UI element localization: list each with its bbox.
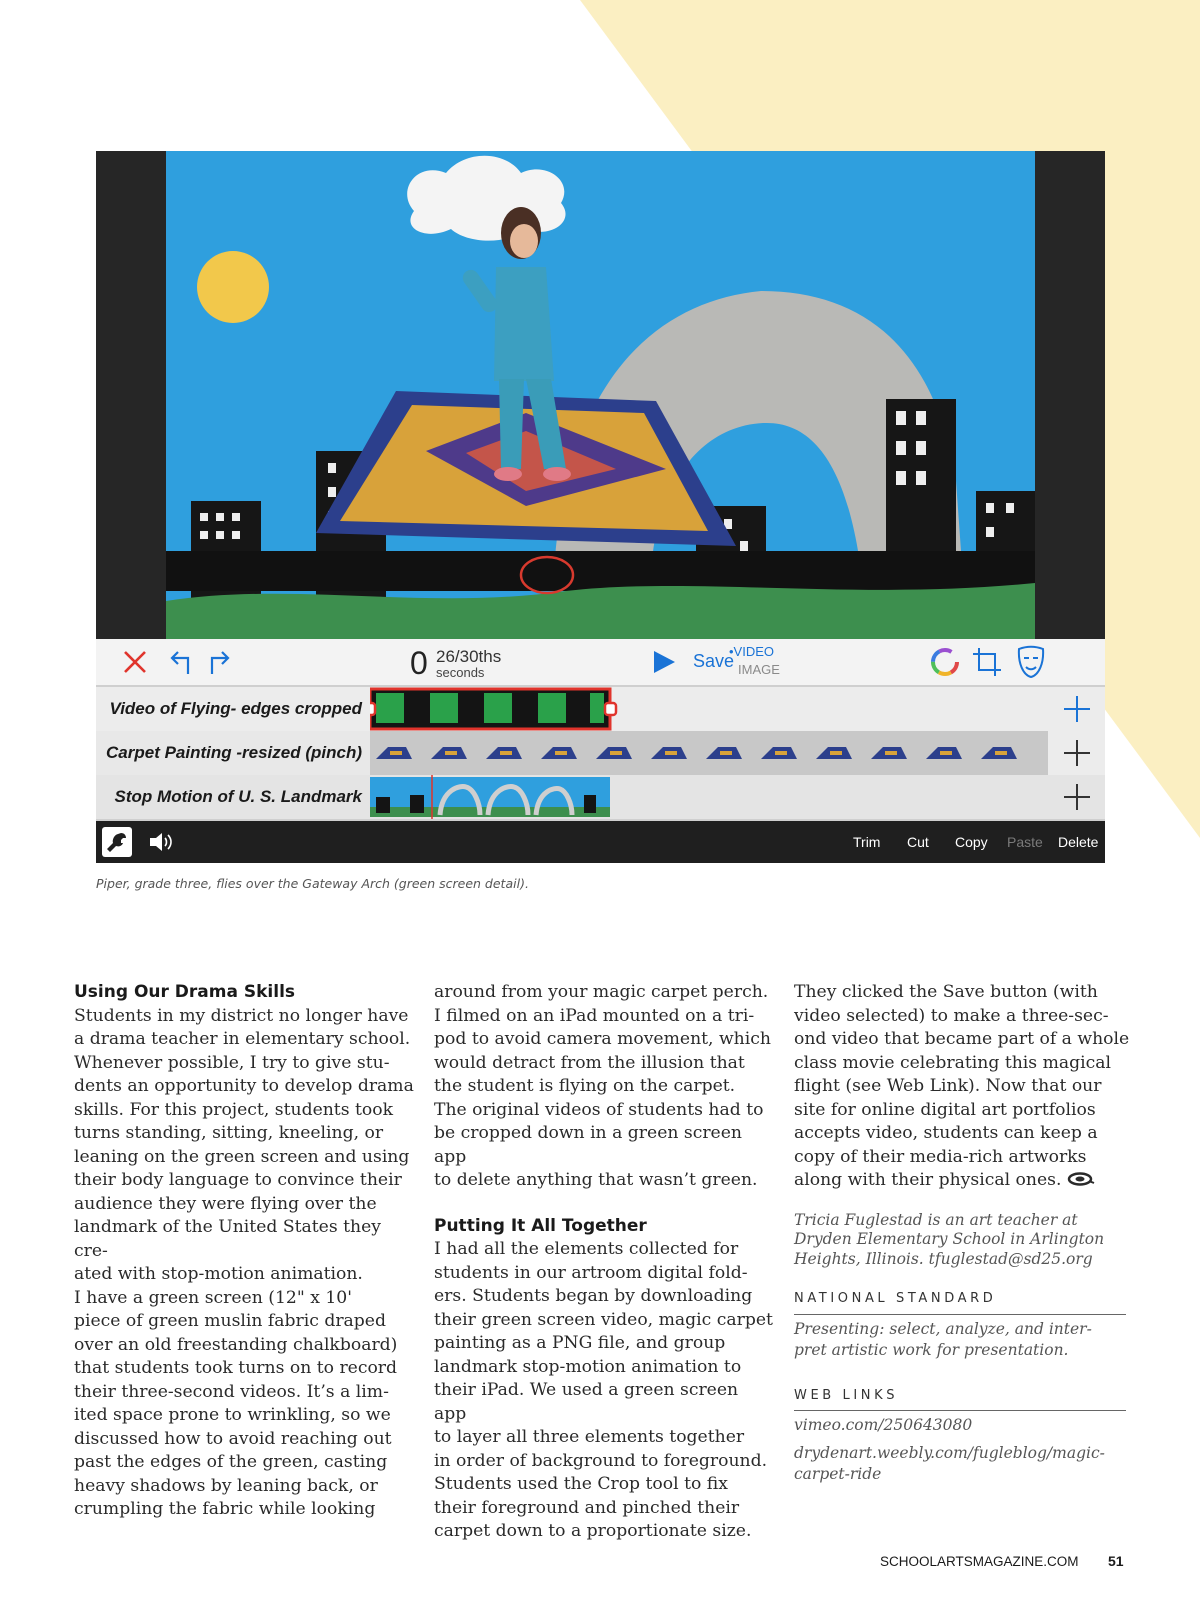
save-button[interactable]: Save	[693, 651, 735, 671]
add-track-button[interactable]	[1048, 687, 1105, 731]
edit-bottom-bar	[96, 821, 1105, 863]
body-paragraph: Students in my district no longer have a drama teacher in elementary school. Whenever possible, I try to give stu- dents an opportunity to develop drama skills. For this project, students took turns standing, sitting, kneeling, or leaning on the green screen and using their body language to convince their audience they were flying over the landmark of the United States they cre- ated with stop-motion animation.	[74, 1005, 414, 1284]
play-icon[interactable]	[651, 648, 677, 676]
track-label: Carpet Painting -resized (pinch)	[96, 731, 370, 775]
mask-icon[interactable]	[1015, 645, 1047, 679]
video-clip-strip[interactable]	[370, 687, 1030, 731]
time-unit: seconds	[436, 665, 485, 680]
carpet-clip-strip[interactable]	[370, 731, 1030, 775]
speaker-icon[interactable]	[148, 830, 174, 854]
landmark-clip-strip[interactable]	[370, 775, 1030, 819]
footer-site: SCHOOLARTSMAGAZINE.COM	[880, 1554, 1079, 1569]
body-paragraph: I had all the elements collected for students in our artroom digital fold- ers. Students began by downloading their green screen video, magic carpet painting as a PNG file, and group landmark stop-motion animation to their iPad. We used a green screen app to layer all three elements together in order of background to foreground. Students used the Crop tool to fix their foreground and pinched their carpet down to a proportionate size.	[434, 1239, 773, 1541]
section-heading: Putting It All Together	[434, 1215, 647, 1236]
figure-caption: Piper, grade three, flies over the Gateway Arch (green screen detail).	[96, 876, 529, 891]
undo-icon[interactable]	[166, 648, 194, 676]
web-links-heading: WEB LINKS	[794, 1384, 1126, 1412]
cut-button[interactable]: Cut	[907, 834, 929, 850]
article-column-1	[74, 981, 414, 1522]
section-heading: Using Our Drama Skills	[74, 982, 296, 1002]
body-paragraph	[794, 981, 1134, 1193]
mode-video-option[interactable]: •VIDEO	[729, 644, 775, 659]
app-screenshot-figure	[96, 151, 1105, 863]
timeline-track-video[interactable]	[96, 685, 1105, 731]
national-standard-text: Presenting: select, analyze, and inter- pret artistic work for presentation.	[794, 1319, 1092, 1359]
wrench-icon[interactable]	[102, 827, 132, 857]
author-bio: Tricia Fuglestad is an art teacher at Dryden Elementary School in Arlington Heights, Illinois. tfuglestad@sd25.org	[794, 1210, 1105, 1268]
body-paragraph: around from your magic carpet perch. I filmed on an iPad mounted on a tri- pod to avoid camera movement, which would detract from the illusion that the student is flying on the carpet. The original videos of students had to be cropped down in a green screen app to delete anything that wasn’t green.	[434, 982, 771, 1190]
timeline-track-carpet[interactable]	[96, 731, 1105, 775]
delete-button[interactable]: Delete	[1058, 834, 1099, 850]
timeline-track-landmark[interactable]	[96, 775, 1105, 821]
trim-button[interactable]: Trim	[853, 834, 881, 850]
redo-icon[interactable]	[206, 648, 234, 676]
crop-icon[interactable]	[971, 646, 1003, 678]
track-label: Video of Flying- edges cropped	[109, 699, 362, 718]
color-wheel-icon[interactable]	[929, 646, 961, 678]
web-link[interactable]: drydenart.weebly.com/fugleblog/magic- carpet-ride	[794, 1443, 1105, 1483]
time-seconds: 0	[410, 645, 428, 681]
track-label: Stop Motion of U. S. Landmark	[114, 787, 362, 806]
time-fraction: 26/30ths	[436, 647, 502, 666]
national-standard-heading: NATIONAL STANDARD	[794, 1287, 1126, 1315]
body-text: They clicked the Save button (with video selected) to make a three-sec- ond video that became part of a whole class movie celebrating this magical flight (see Web Link). Now that our site for online digital art portfolios accepts video, students can keep a copy of their media-rich artworks along with their physical ones.	[794, 982, 1130, 1190]
close-icon[interactable]	[122, 649, 148, 675]
editor-toolbar	[96, 639, 1105, 685]
paste-button[interactable]: Paste	[1007, 834, 1043, 850]
green-screen-composite-photo	[96, 151, 1105, 639]
copy-button[interactable]: Copy	[955, 834, 988, 850]
article-column-3	[794, 981, 1134, 1486]
mode-image-option[interactable]: IMAGE	[738, 662, 780, 677]
web-link[interactable]: vimeo.com/250643080	[794, 1416, 973, 1434]
body-paragraph: I have a green screen (12" x 10' piece of green muslin fabric draped over an old freestanding chalkboard) that students took turns on to record their three-second videos. It’s a lim- ited space prone to wrinkling, so we discussed how to avoid reaching out past the edges of the green, casting heavy shadows by leaning back, or crumpling the fabric while looking	[74, 1287, 398, 1519]
article-column-2	[434, 981, 774, 1544]
add-track-button[interactable]	[1048, 731, 1105, 775]
page-number: 51	[1108, 1553, 1124, 1569]
add-track-button[interactable]	[1048, 775, 1105, 819]
schoolarts-end-mark-icon	[1067, 1170, 1095, 1190]
